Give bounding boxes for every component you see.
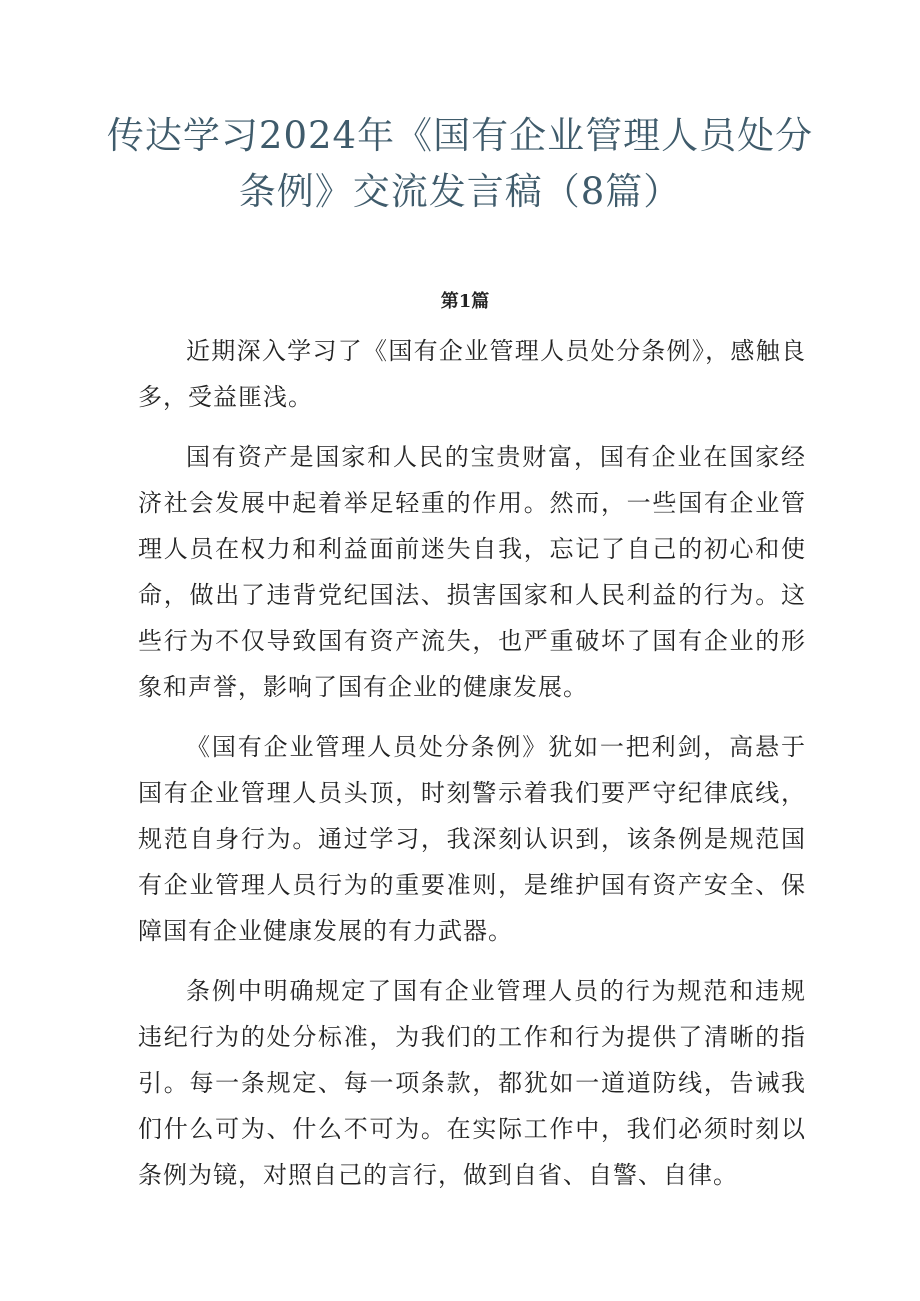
- document-title: [0, 108, 920, 220]
- document-title-line-2: 条例》交流发言稿（8篇）: [238, 170, 682, 213]
- paragraph-1: 近期深入学习了《国有企业管理人员处分条例》，感触良多，受益匪浅。: [138, 337, 806, 411]
- section-heading: 第1篇: [440, 291, 490, 312]
- paragraph-3: 《国有企业管理人员处分条例》犹如一把利剑，高悬于国有企业管理人员头顶，时刻警示着我们要严守纪律底线，规范自身行为。通过学习，我深刻认识到，该条例是规范国有企业管理人员行为的重要准则，是维护国有资产安全、保障国有企业健康发展的有力武器。: [138, 733, 806, 945]
- document-title-line-1: 传达学习2024年《国有企业管理人员处分: [106, 114, 814, 157]
- document-body: [138, 328, 806, 1212]
- paragraph-2: 国有资产是国家和人民的宝贵财富，国有企业在国家经济社会发展中起着举足轻重的作用。然而，一些国有企业管理人员在权力和利益面前迷失自我，忘记了自己的初心和使命，做出了违背党纪国法、损害国家和人民利益的行为。这些行为不仅导致国有资产流失，也严重破坏了国有企业的形象和声誉，影响了国有企业的健康发展。: [138, 443, 806, 701]
- paragraph-4: 条例中明确规定了国有企业管理人员的行为规范和违规违纪行为的处分标准，为我们的工作和行为提供了清晰的指引。每一条规定、每一项条款，都犹如一道道防线，告诫我们什么可为、什么不可为。在实际工作中，我们必须时刻以条例为镜，对照自己的言行，做到自省、自警、自律。: [138, 977, 806, 1189]
